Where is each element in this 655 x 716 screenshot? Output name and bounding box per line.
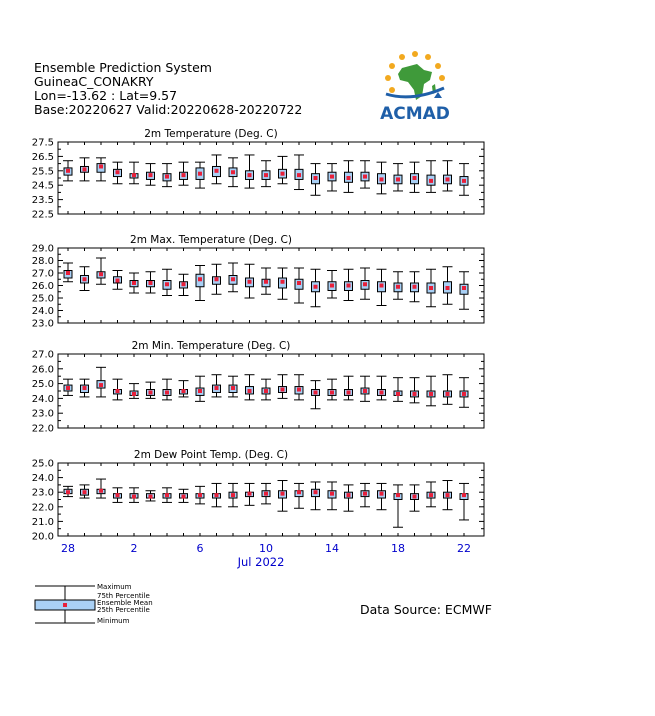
mean-marker	[429, 493, 433, 497]
chart-panel-2	[32, 234, 484, 330]
mean-marker	[248, 389, 252, 393]
x-tick-label: 22	[457, 542, 471, 555]
mean-marker	[380, 177, 384, 181]
mean-marker	[149, 495, 153, 499]
mean-marker	[462, 493, 466, 497]
y-tick-label: 25.0	[31, 379, 54, 391]
mean-marker	[314, 490, 318, 494]
mean-marker	[231, 493, 235, 497]
mean-marker	[446, 392, 450, 396]
legend-mean: Ensemble Mean	[97, 599, 153, 607]
mean-marker	[347, 176, 351, 180]
mean-marker	[314, 390, 318, 394]
chart-title: Ensemble Prediction System	[34, 60, 212, 75]
y-tick-label: 24.0	[31, 473, 54, 485]
mean-marker	[264, 280, 268, 284]
mean-marker	[198, 172, 202, 176]
y-tick-label: 25.0	[31, 293, 54, 305]
mean-marker	[297, 173, 301, 177]
mean-marker	[446, 177, 450, 181]
mean-marker	[330, 390, 334, 394]
mean-marker	[165, 493, 169, 497]
mean-marker	[330, 284, 334, 288]
plot-frame	[58, 142, 484, 214]
y-tick-label: 27.0	[31, 268, 54, 280]
chart-panel-3	[32, 340, 484, 435]
mean-marker	[248, 173, 252, 177]
y-tick-label: 22.5	[31, 209, 54, 221]
y-tick-label: 26.0	[31, 281, 54, 292]
mean-marker	[66, 169, 70, 173]
mean-marker	[462, 286, 466, 290]
y-tick-label: 22.0	[31, 502, 54, 514]
mean-marker	[281, 388, 285, 392]
mean-marker	[83, 386, 87, 390]
mean-marker	[281, 492, 285, 496]
y-tick-label: 25.5	[31, 166, 54, 178]
mean-marker	[396, 493, 400, 497]
mean-marker	[396, 285, 400, 289]
mean-marker	[429, 286, 433, 290]
x-tick-label: 6	[196, 542, 204, 555]
mean-marker	[363, 175, 367, 179]
legend	[30, 580, 170, 630]
mean-marker	[297, 281, 301, 285]
mean-marker	[132, 495, 136, 499]
mean-marker	[462, 179, 466, 183]
mean-marker	[66, 490, 70, 494]
mean-marker	[347, 390, 351, 394]
mean-marker	[297, 490, 301, 494]
mean-marker	[149, 173, 153, 177]
y-tick-label: 28.0	[31, 256, 54, 267]
legend-p75: 75th Percentile	[97, 592, 150, 600]
y-tick-label: 22.0	[31, 423, 54, 435]
mean-marker	[66, 386, 70, 390]
location-name: GuineaC_CONAKRY	[34, 74, 154, 89]
mean-marker	[83, 490, 87, 494]
y-tick-label: 23.5	[31, 195, 54, 207]
mean-marker	[413, 495, 417, 499]
mean-marker	[248, 492, 252, 496]
mean-marker	[314, 285, 318, 289]
panel-title: 2m Min. Temperature (Deg. C)	[131, 340, 291, 352]
panel-title: 2m Dew Point Temp. (Deg. C)	[133, 449, 289, 461]
mean-marker	[116, 279, 120, 283]
mean-marker	[380, 390, 384, 394]
mean-marker	[413, 392, 417, 396]
mean-marker	[182, 389, 186, 393]
mean-marker	[83, 167, 87, 171]
mean-marker	[99, 164, 103, 168]
y-tick-label: 26.5	[31, 151, 54, 163]
y-tick-label: 29.0	[31, 243, 54, 255]
mean-marker	[132, 392, 136, 396]
y-tick-label: 25.0	[31, 458, 54, 470]
mean-marker	[248, 280, 252, 284]
mean-marker	[116, 389, 120, 393]
mean-marker	[198, 493, 202, 497]
legend-box-icon	[30, 580, 100, 630]
base-valid-dates: Base:20220627 Valid:20220628-20220722	[34, 102, 303, 117]
y-tick-label: 23.0	[31, 318, 54, 330]
x-month-label: Jul 2022	[237, 555, 285, 569]
mean-marker	[215, 386, 219, 390]
mean-marker	[264, 173, 268, 177]
mean-marker	[132, 281, 136, 285]
mean-marker	[99, 383, 103, 387]
logo-text: ACMAD	[380, 104, 450, 124]
legend-maximum: Maximum	[97, 583, 132, 591]
y-tick-label: 20.0	[31, 531, 54, 543]
x-tick-label: 2	[130, 542, 138, 555]
x-tick-label: 28	[61, 542, 75, 555]
mean-marker	[429, 179, 433, 183]
legend-minimum: Minimum	[97, 617, 130, 625]
mean-marker	[182, 495, 186, 499]
mean-marker	[182, 282, 186, 286]
mean-marker	[330, 492, 334, 496]
mean-marker	[182, 173, 186, 177]
y-tick-label: 23.0	[31, 487, 54, 499]
mean-marker	[215, 277, 219, 281]
mean-marker	[198, 389, 202, 393]
mean-marker	[380, 492, 384, 496]
mean-marker	[413, 176, 417, 180]
y-tick-label: 24.0	[31, 393, 54, 405]
mean-marker	[380, 284, 384, 288]
mean-marker	[264, 492, 268, 496]
mean-marker	[396, 392, 400, 396]
mean-marker	[215, 493, 219, 497]
mean-marker	[99, 489, 103, 493]
mean-marker	[314, 176, 318, 180]
mean-marker	[281, 280, 285, 284]
y-tick-label: 23.0	[31, 408, 54, 420]
mean-marker	[347, 493, 351, 497]
plot-frame	[58, 248, 484, 323]
y-tick-label: 26.0	[31, 364, 54, 376]
mean-marker	[149, 390, 153, 394]
mean-marker	[215, 169, 219, 173]
mean-marker	[363, 389, 367, 393]
mean-marker	[281, 172, 285, 176]
mean-marker	[66, 271, 70, 275]
panel-title: 2m Max. Temperature (Deg. C)	[130, 234, 292, 246]
x-tick-label: 18	[391, 542, 405, 555]
y-tick-label: 27.5	[31, 137, 54, 149]
plot-frame	[58, 463, 484, 536]
x-tick-label: 14	[325, 542, 339, 555]
mean-marker	[198, 277, 202, 281]
mean-marker	[297, 388, 301, 392]
mean-marker	[264, 389, 268, 393]
mean-marker	[446, 286, 450, 290]
mean-marker	[330, 175, 334, 179]
mean-marker	[165, 282, 169, 286]
coordinates: Lon=-13.62 : Lat=9.57	[34, 88, 178, 103]
mean-marker	[363, 282, 367, 286]
mean-marker	[363, 492, 367, 496]
mean-marker	[429, 392, 433, 396]
legend-p25: 25th Percentile	[97, 606, 150, 614]
mean-marker	[165, 175, 169, 179]
chart-panel-1	[32, 128, 484, 221]
mean-marker	[462, 392, 466, 396]
mean-marker	[83, 277, 87, 281]
chart-panel-4	[32, 449, 484, 543]
mean-marker	[396, 177, 400, 181]
panel-title: 2m Temperature (Deg. C)	[144, 128, 278, 140]
mean-marker	[347, 284, 351, 288]
y-tick-label: 21.0	[31, 516, 54, 528]
mean-marker	[149, 281, 153, 285]
mean-marker	[116, 493, 120, 497]
mean-marker	[231, 170, 235, 174]
mean-marker	[132, 173, 136, 177]
mean-marker	[413, 285, 417, 289]
y-tick-label: 24.0	[31, 306, 54, 317]
mean-marker	[99, 272, 103, 276]
mean-marker	[446, 493, 450, 497]
mean-marker	[165, 390, 169, 394]
y-tick-label: 24.5	[31, 180, 54, 192]
mean-marker	[231, 386, 235, 390]
y-tick-label: 27.0	[31, 349, 54, 361]
mean-marker	[231, 277, 235, 281]
mean-marker	[116, 170, 120, 174]
x-tick-label: 10	[259, 542, 273, 555]
data-source: Data Source: ECMWF	[360, 602, 492, 617]
